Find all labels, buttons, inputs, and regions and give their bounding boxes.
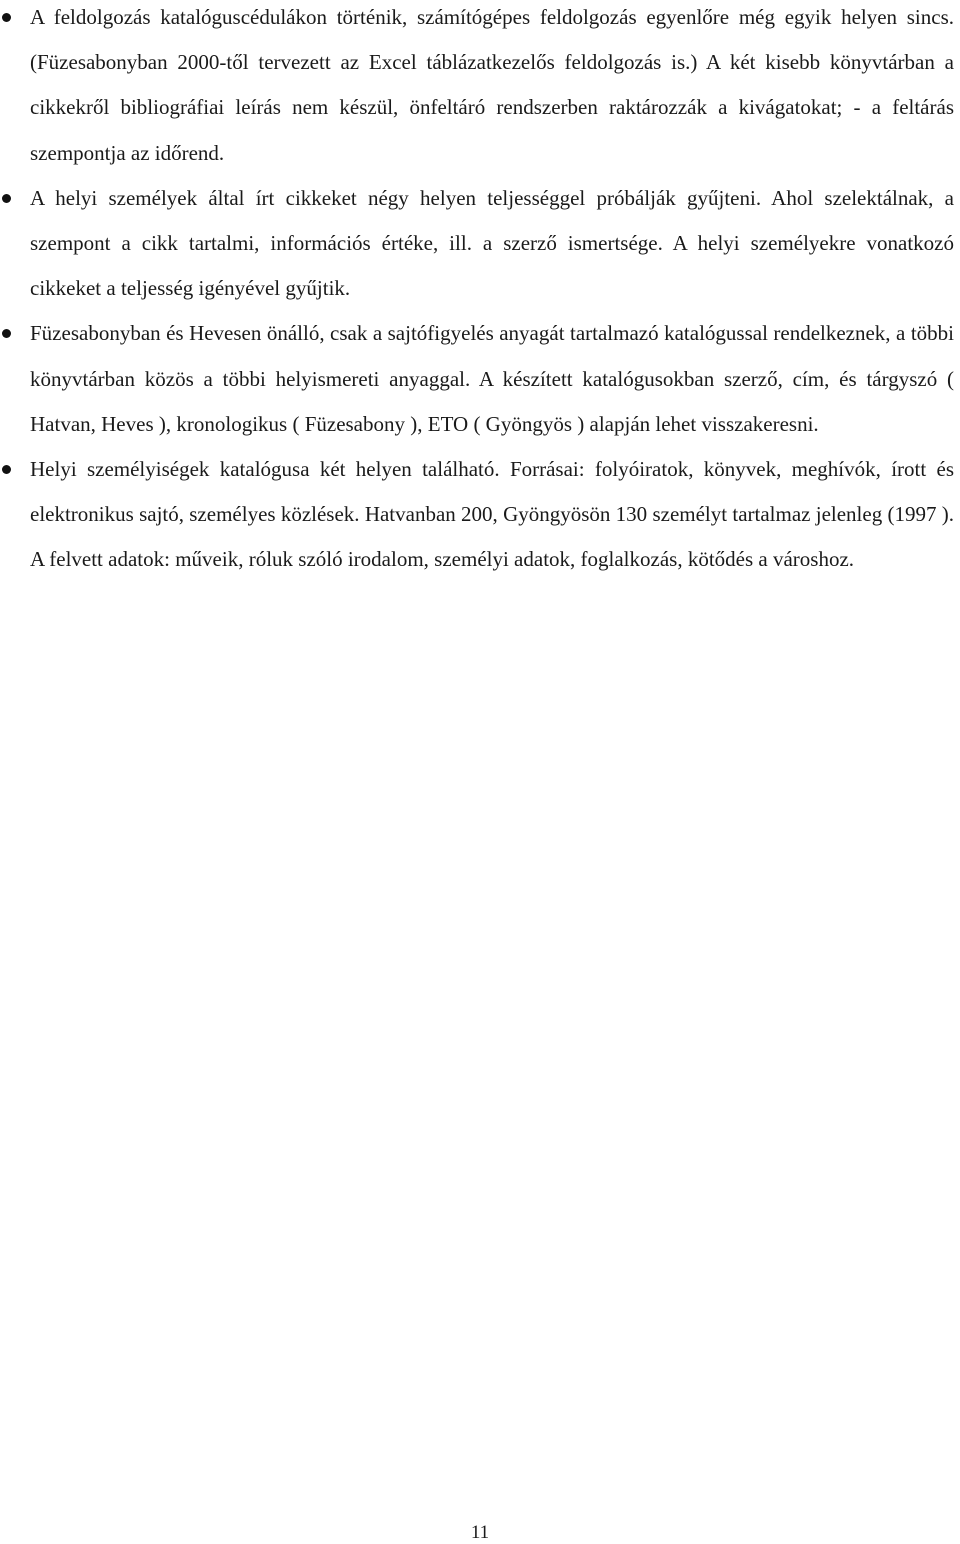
paragraph-text: A feldolgozás katalóguscédulákon történik, számítógépes feldolgozás egyenlőre még egyik helyen sincs. (Füzesabonyban 2000-től tervezett az Excel táblázatkezelős feldolgozás is.) A két kisebb könyvtárban a cikkekről bibliográfiai leírás nem készül, önfeltáró rendszerben raktározzák a kivágatokat; - a feltárás szempontja az időrend. bbox=[30, 5, 954, 165]
bullet-icon bbox=[2, 13, 11, 22]
bullet-icon bbox=[2, 329, 11, 338]
bullet-icon bbox=[2, 465, 11, 474]
list-item bbox=[0, 0, 960, 176]
paragraph-text: Helyi személyiségek katalógusa két helyen található. Forrásai: folyóiratok, könyvek, meghívók, írott és elektronikus sajtó, személyes közlések. Hatvanban 200, Gyöngyösön 130 személyt tartalmaz jelenleg (1997 ). A felvett adatok: műveik, róluk szóló irodalom, személyi adatok, foglalkozás, kötődés a városhoz. bbox=[30, 457, 954, 572]
list-item bbox=[0, 447, 960, 583]
page-number: 11 bbox=[470, 1522, 490, 1543]
bullet-list bbox=[0, 0, 960, 583]
paragraph-text: Füzesabonyban és Hevesen önálló, csak a sajtófigyelés anyagát tartalmazó katalógussal rendelkeznek, a többi könyvtárban közös a többi helyismereti anyaggal. A készített katalógusokban szerző, cím, és tárgyszó ( Hatvan, Heves ), kronologikus ( Füzesabony ), ETO ( Gyöngyös ) alapján lehet visszakeresni. bbox=[30, 321, 954, 436]
paragraph-text: A helyi személyek által írt cikkeket négy helyen teljességgel próbálják gyűjteni. Ahol szelektálnak, a szempont a cikk tartalmi, információs értéke, ill. a szerző ismertsége. A helyi személyekre vonatkozó cikkeket a teljesség igényével gyűjtik. bbox=[30, 185, 954, 301]
bullet-icon bbox=[2, 194, 11, 203]
list-item bbox=[0, 176, 960, 312]
list-item bbox=[0, 311, 960, 447]
